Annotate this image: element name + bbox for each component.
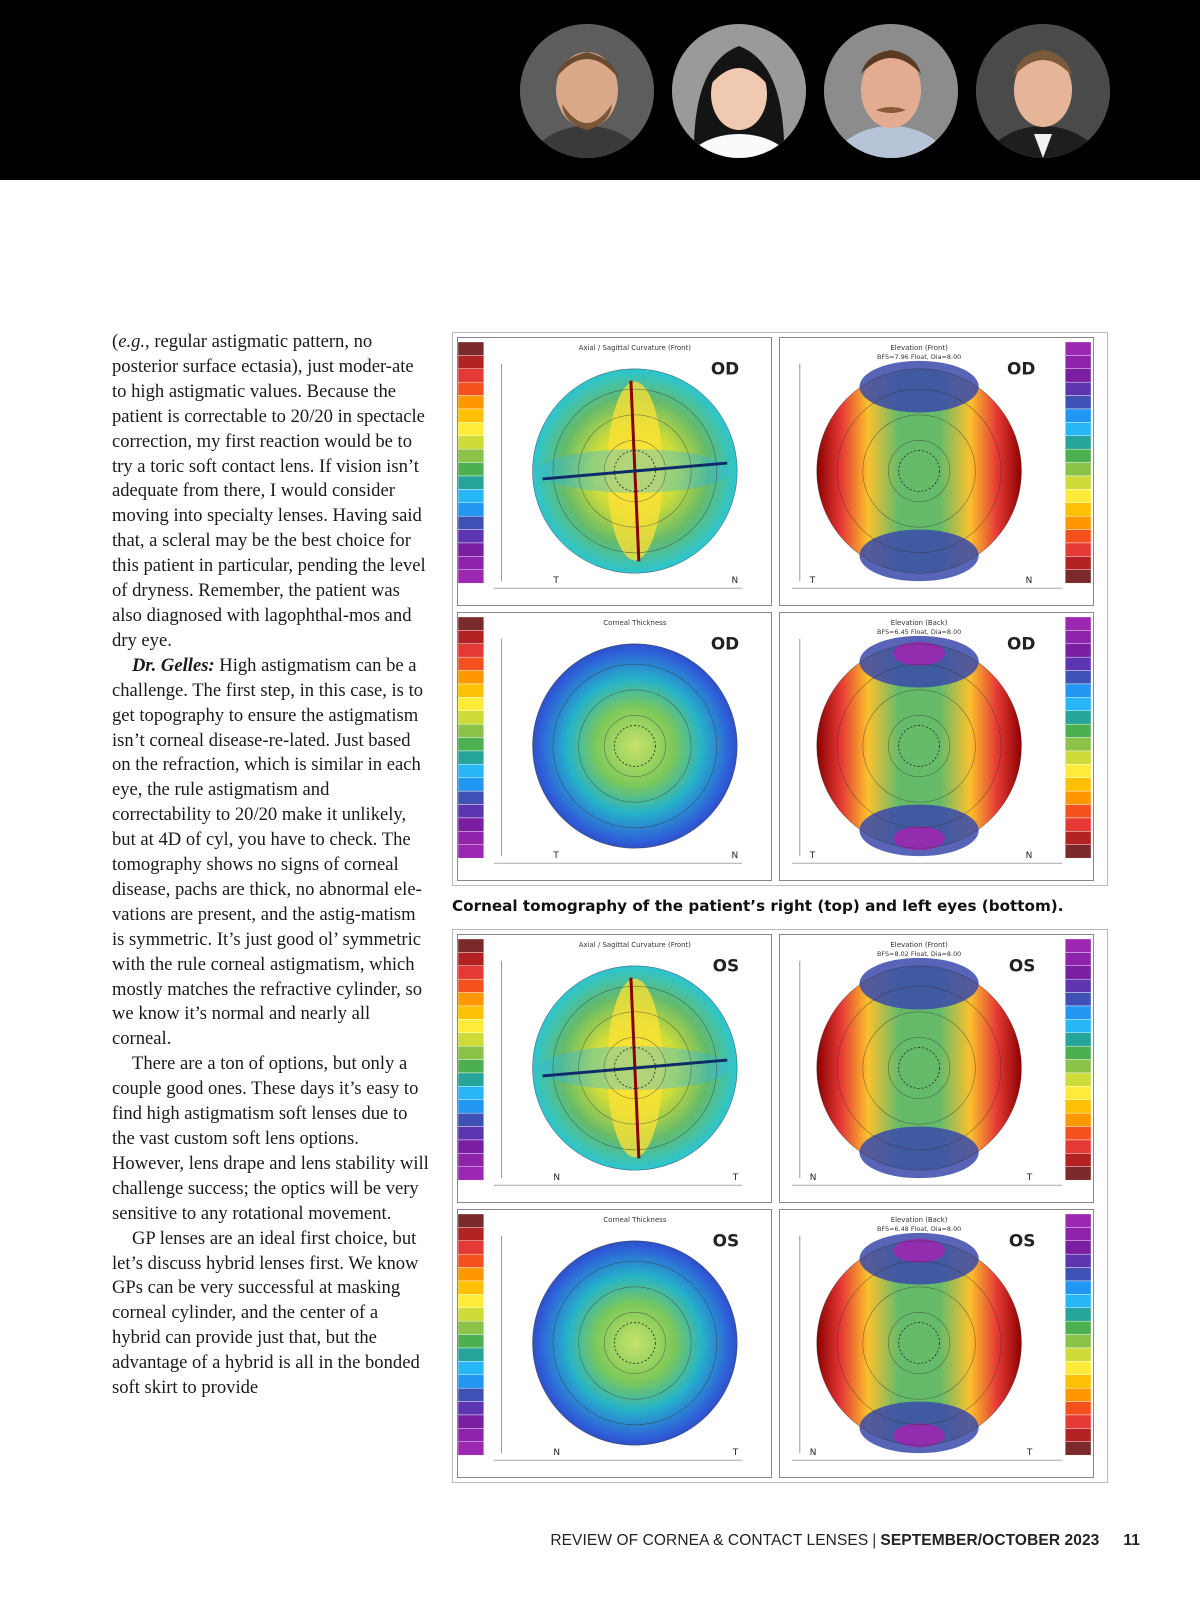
od-axial-map xyxy=(457,337,772,606)
figure-caption: Corneal tomography of the patient’s right (top) and left eyes (bottom). xyxy=(452,897,1064,915)
svg-text:OS: OS xyxy=(1008,1230,1036,1251)
od-elevation-front-map xyxy=(779,337,1094,606)
speaker-name: Dr. Gelles: xyxy=(132,654,215,676)
issue-date: SEPTEMBER/OCTOBER 2023 xyxy=(880,1532,1100,1549)
svg-text:Axial / Sagittal Curvature (Fr: Axial / Sagittal Curvature (Front) xyxy=(578,940,692,949)
footer-separator: | xyxy=(872,1532,877,1549)
os-elevation-front-map xyxy=(779,934,1094,1203)
latin-abbreviation: e.g., xyxy=(118,331,150,352)
svg-text:OS: OS xyxy=(712,1230,740,1251)
publication-name: REVIEW OF CORNEA & CONTACT LENSES xyxy=(550,1532,869,1549)
avatar-2 xyxy=(672,24,806,158)
svg-text:OS: OS xyxy=(1008,955,1036,976)
avatar-3 xyxy=(824,24,958,158)
od-elevation-back-map xyxy=(779,612,1094,881)
svg-text:Elevation (Back): Elevation (Back) xyxy=(890,618,948,627)
paragraph-2-text: High astigmatism can be a challenge. The first step, in this case, is to get topography to ensure the astigmatism isn’t corneal disease-re-lated. Just based on the refraction, which is similar in each eye, the rule astigmatism and correctability to 20/20 make it unlikely, but at 4D of cyl, you have to check. The tomography shows no signs of corneal disease, pachs are thick, no abnormal ele-vations are present, and the astig-matism is symmetric. It’s just good ol’ symmetric with the rule corneal astigmatism, which mostly matches the refractive cylinder, so we know it’s normal and nearly all corneal. xyxy=(112,654,424,1050)
svg-text:OD: OD xyxy=(710,358,740,379)
avatar-1 xyxy=(520,24,654,158)
svg-text:N: N xyxy=(731,851,739,862)
svg-text:BFS=8.02 Float, Dia=8.00: BFS=8.02 Float, Dia=8.00 xyxy=(876,949,962,958)
svg-text:OD: OD xyxy=(710,633,740,654)
tomography-figure-od xyxy=(452,332,1108,886)
svg-text:N: N xyxy=(553,1448,561,1459)
svg-text:T: T xyxy=(553,576,559,587)
svg-text:N: N xyxy=(553,1173,561,1184)
os-elevation-back-map xyxy=(779,1209,1094,1478)
svg-text:Elevation (Back): Elevation (Back) xyxy=(890,1215,948,1224)
svg-text:N: N xyxy=(809,1173,817,1184)
svg-text:Elevation (Front): Elevation (Front) xyxy=(890,940,948,949)
os-corneal-thickness-map xyxy=(457,1209,772,1478)
paragraph-3: There are a ton of options, but only a couple good ones. These days it’s easy to find high astigmatism soft lenses due to the vast custom soft lens options. However, lens drape and lens stability will challenge success; the optics will be very sensitive to any rotational movement. xyxy=(112,1053,429,1224)
svg-text:T: T xyxy=(1026,1448,1033,1459)
avatar-4 xyxy=(976,24,1110,158)
svg-text:Elevation (Front): Elevation (Front) xyxy=(890,343,948,352)
svg-text:BFS=7.96 Float, Dia=8.00: BFS=7.96 Float, Dia=8.00 xyxy=(876,352,962,361)
header-banner xyxy=(0,0,1200,180)
page-footer xyxy=(550,1532,1140,1550)
svg-text:BFS=6.45 Float, Dia=8.00: BFS=6.45 Float, Dia=8.00 xyxy=(876,627,962,636)
article-body xyxy=(112,330,430,1401)
paragraph-1: (e.g., regular astigmatic pattern, no posterior surface ectasia), just moder-ate to high astigmatic values. Because the patient is correctable to 20/20 in spectacle correction, my first reaction would be to try a toric soft contact lens. If vision isn’t adequate from there, I would consider moving into specialty lenses. Having said that, a scleral may be the best choice for this patient in particular, pending the level of dryness. Remember, the patient was also diagnosed with lagophthal-mos and dry eye. xyxy=(112,331,426,651)
svg-text:T: T xyxy=(553,851,559,862)
svg-text:T: T xyxy=(1026,1173,1033,1184)
svg-text:Corneal Thickness: Corneal Thickness xyxy=(603,1215,667,1224)
paragraph-1-text: regular astigmatic pattern, no posterior surface ectasia), just moder-ate to high astigmatic values. Because the patient is correctable to 20/20 in spectacle correction, my first reaction would be to try a toric soft contact lens. If vision isn’t adequate from there, I would consider moving into specialty lenses. Having said that, a scleral may be the best choice for this patient in particular, pending the level of dryness. Remember, the patient was also diagnosed with lagophthal-mos and dry eye. xyxy=(112,331,426,651)
svg-text:N: N xyxy=(731,576,739,587)
svg-text:OS: OS xyxy=(712,955,740,976)
svg-text:T: T xyxy=(732,1173,739,1184)
svg-text:N: N xyxy=(809,1448,817,1459)
svg-text:T: T xyxy=(732,1448,739,1459)
svg-text:T: T xyxy=(809,576,816,587)
os-axial-map xyxy=(457,934,772,1203)
svg-text:OD: OD xyxy=(1006,358,1036,379)
paragraph-2 xyxy=(112,654,430,1053)
svg-text:BFS=6.48 Float, Dia=8.00: BFS=6.48 Float, Dia=8.00 xyxy=(876,1224,962,1233)
tomography-figure-os xyxy=(452,929,1108,1483)
od-corneal-thickness-map xyxy=(457,612,772,881)
svg-text:OD: OD xyxy=(1006,633,1036,654)
svg-text:N: N xyxy=(1025,576,1033,587)
paragraph-4: GP lenses are an ideal first choice, but let’s discuss hybrid lenses first. We know GPs can be very successful at masking corneal cylinder, and the center of a hybrid can provide just that, but the advantage of a hybrid is all in the bonded soft skirt to provide xyxy=(112,1227,420,1399)
page-number: 11 xyxy=(1123,1532,1140,1549)
svg-text:Axial / Sagittal Curvature (Fr: Axial / Sagittal Curvature (Front) xyxy=(578,343,692,352)
svg-text:Corneal Thickness: Corneal Thickness xyxy=(603,618,667,627)
svg-text:N: N xyxy=(1025,851,1033,862)
svg-text:T: T xyxy=(809,851,816,862)
